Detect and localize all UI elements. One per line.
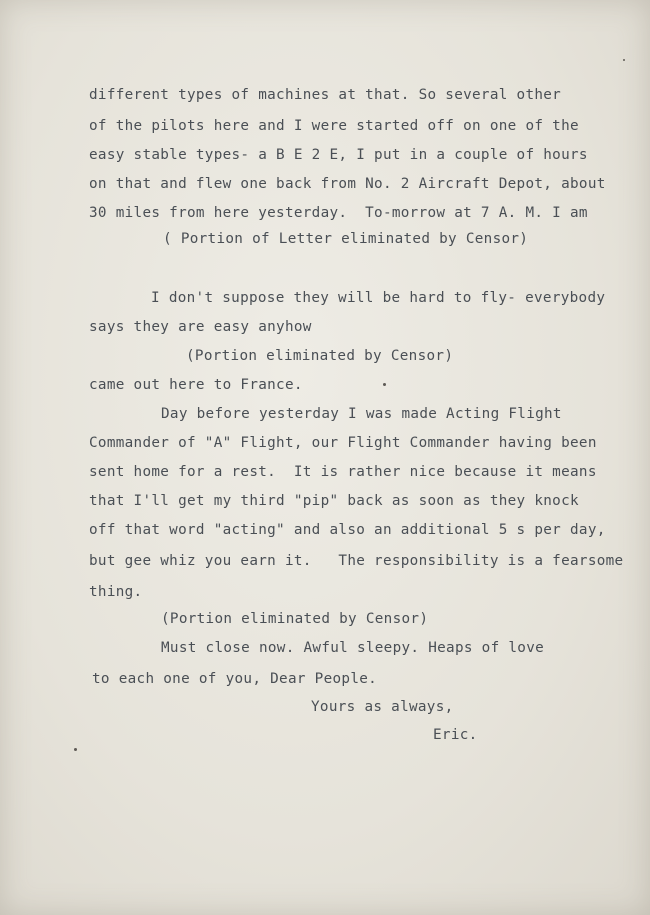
- letter-line: different types of machines at that. So several other: [89, 87, 562, 103]
- letter-line: that I'll get my third "pip" back as soon as they knock: [89, 493, 579, 509]
- censor-note: (Portion eliminated by Censor): [186, 348, 454, 364]
- censor-note: ( Portion of Letter eliminated by Censor): [163, 231, 529, 247]
- ink-speck: [623, 59, 625, 61]
- letter-line: but gee whiz you earn it. The responsibility is a fearsome: [89, 553, 624, 569]
- letter-line: on that and flew one back from No. 2 Aircraft Depot, about: [89, 176, 606, 192]
- letter-line: came out here to France.: [89, 377, 303, 393]
- signature-line: Eric.: [433, 727, 478, 743]
- censor-note: (Portion eliminated by Censor): [161, 611, 429, 627]
- letter-line: Must close now. Awful sleepy. Heaps of love: [161, 640, 545, 656]
- letter-line: to each one of you, Dear People.: [92, 671, 378, 687]
- closing-line: Yours as always,: [311, 699, 454, 715]
- letter-line: I don't suppose they will be hard to fly- everybody: [151, 290, 606, 306]
- letter-line: 30 miles from here yesterday. To-morrow at 7 A. M. I am: [89, 205, 588, 221]
- letter-line: sent home for a rest. It is rather nice because it means: [89, 464, 597, 480]
- letter-line: thing.: [89, 584, 143, 600]
- letter-line: easy stable types- a B E 2 E, I put in a couple of hours: [89, 147, 588, 163]
- ink-speck: [74, 748, 77, 751]
- letter-line: off that word "acting" and also an additional 5 s per day,: [89, 522, 606, 538]
- ink-speck: [383, 383, 386, 386]
- letter-line: of the pilots here and I were started off on one of the: [89, 118, 579, 134]
- letter-line: says they are easy anyhow: [89, 319, 312, 335]
- letter-line: Commander of "A" Flight, our Flight Commander having been: [89, 435, 597, 451]
- letter-line: Day before yesterday I was made Acting Flight: [161, 406, 562, 422]
